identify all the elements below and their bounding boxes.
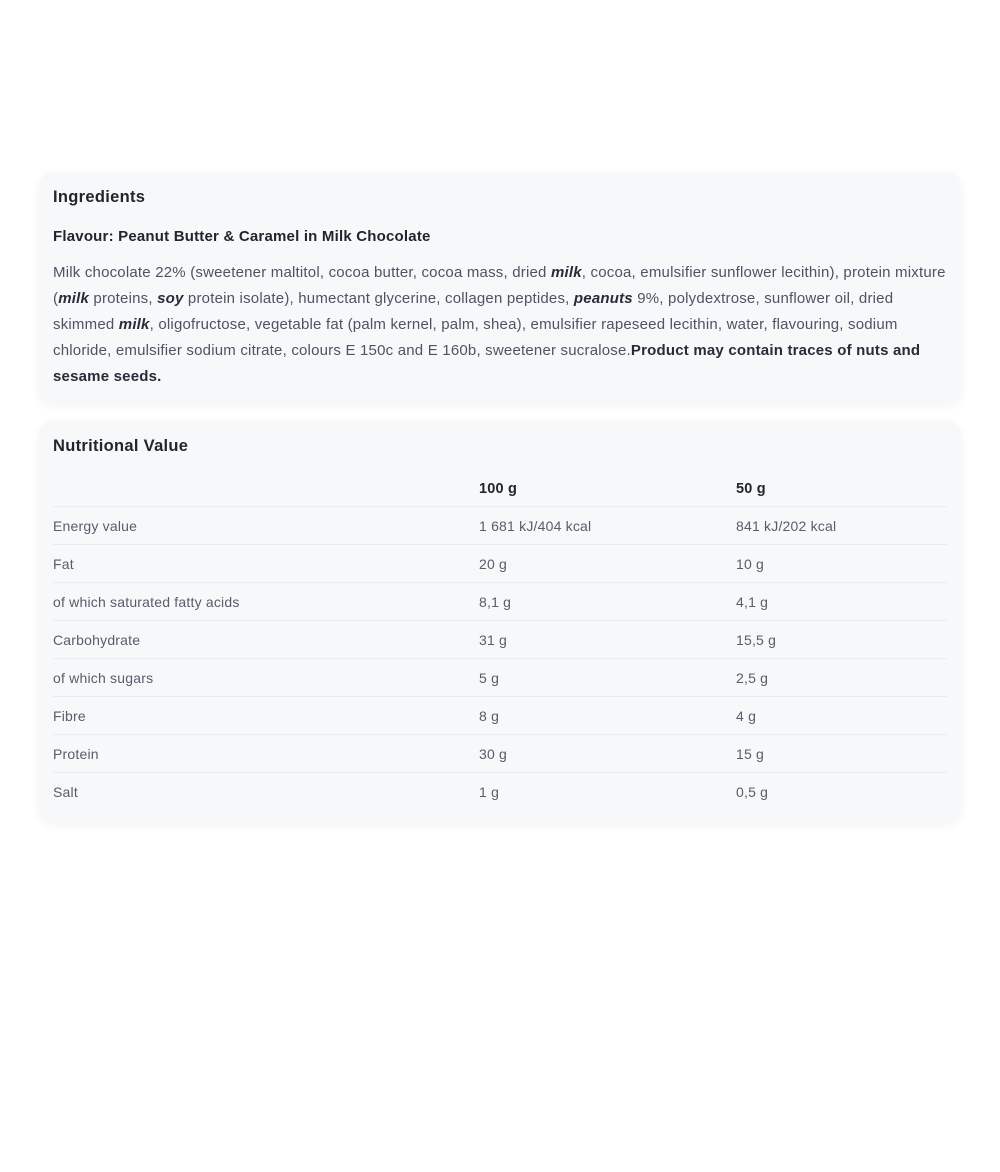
ingredient-text: 9%, polydextrose, sunflower oil, dried skimmed [53, 290, 894, 333]
row-label: of which sugars [53, 669, 154, 686]
ingredients-card [39, 172, 961, 404]
ingredient-text: Product may contain traces of nuts and sesame seeds. [53, 342, 921, 385]
row-value-100g: 20 g [479, 555, 508, 572]
row-value-100g: 1 g [479, 784, 500, 800]
allergen-text: milk [118, 316, 150, 333]
row-label: Salt [53, 784, 78, 800]
ingredient-text: , oligofructose, vegetable fat (palm kernel, palm, shea), emulsifier rapeseed lecithin, water, flavouring, sodium chloride, emulsifier sodium citrate, colours E 150c and E 160b, sweetener sucralose. [53, 316, 898, 359]
row-value-100g: 8 g [479, 707, 500, 724]
row-value-100g: 1 681 kJ/404 kcal [479, 517, 592, 534]
nutrition-table-body [53, 507, 947, 811]
nutrition-card [39, 421, 961, 823]
row-label: Fibre [53, 707, 86, 724]
table-row [53, 659, 947, 697]
table-row [53, 773, 947, 811]
ingredients-paragraph [53, 260, 947, 390]
row-value-50g: 15 g [736, 745, 765, 762]
table-row [53, 697, 947, 735]
row-value-50g: 10 g [736, 555, 765, 572]
nutrition-table-header-row [53, 471, 947, 507]
column-header-100g: 100 g [479, 480, 518, 497]
ingredient-text: protein isolate), humectant glycerine, collagen peptides, [183, 290, 574, 307]
row-value-50g: 2,5 g [736, 669, 769, 686]
row-label: of which saturated fatty acids [53, 593, 240, 610]
allergen-text: soy [157, 290, 184, 307]
row-label: Fat [53, 555, 74, 572]
row-value-100g: 30 g [479, 745, 508, 762]
row-label: Protein [53, 745, 99, 762]
column-header-50g: 50 g [736, 480, 766, 497]
ingredients-title: Ingredients [53, 188, 146, 206]
table-row [53, 621, 947, 659]
allergen-text: milk [550, 264, 582, 281]
ingredient-text: , cocoa, emulsifier sunflower lecithin), protein mixture ( [53, 264, 946, 307]
allergen-text: milk [58, 290, 90, 307]
row-value-50g: 15,5 g [736, 631, 777, 648]
table-row [53, 735, 947, 773]
row-value-50g: 0,5 g [736, 784, 769, 800]
row-value-100g: 5 g [479, 669, 500, 686]
row-value-100g: 31 g [479, 631, 508, 648]
ingredient-text: Milk chocolate 22% (sweetener maltitol, cocoa butter, cocoa mass, dried [53, 264, 551, 281]
row-value-50g: 841 kJ/202 kcal [736, 517, 837, 534]
row-label: Energy value [53, 517, 138, 534]
table-row [53, 545, 947, 583]
table-row [53, 507, 947, 545]
ingredient-text: proteins, [89, 290, 158, 307]
row-label: Carbohydrate [53, 631, 141, 648]
nutrition-table [53, 471, 947, 811]
table-row [53, 583, 947, 621]
row-value-50g: 4,1 g [736, 593, 769, 610]
row-value-50g: 4 g [736, 707, 757, 724]
allergen-text: peanuts [573, 290, 633, 307]
flavour-line: Flavour: Peanut Butter & Caramel in Milk Chocolate [53, 228, 431, 245]
nutrition-title: Nutritional Value [53, 437, 189, 455]
row-value-100g: 8,1 g [479, 593, 512, 610]
